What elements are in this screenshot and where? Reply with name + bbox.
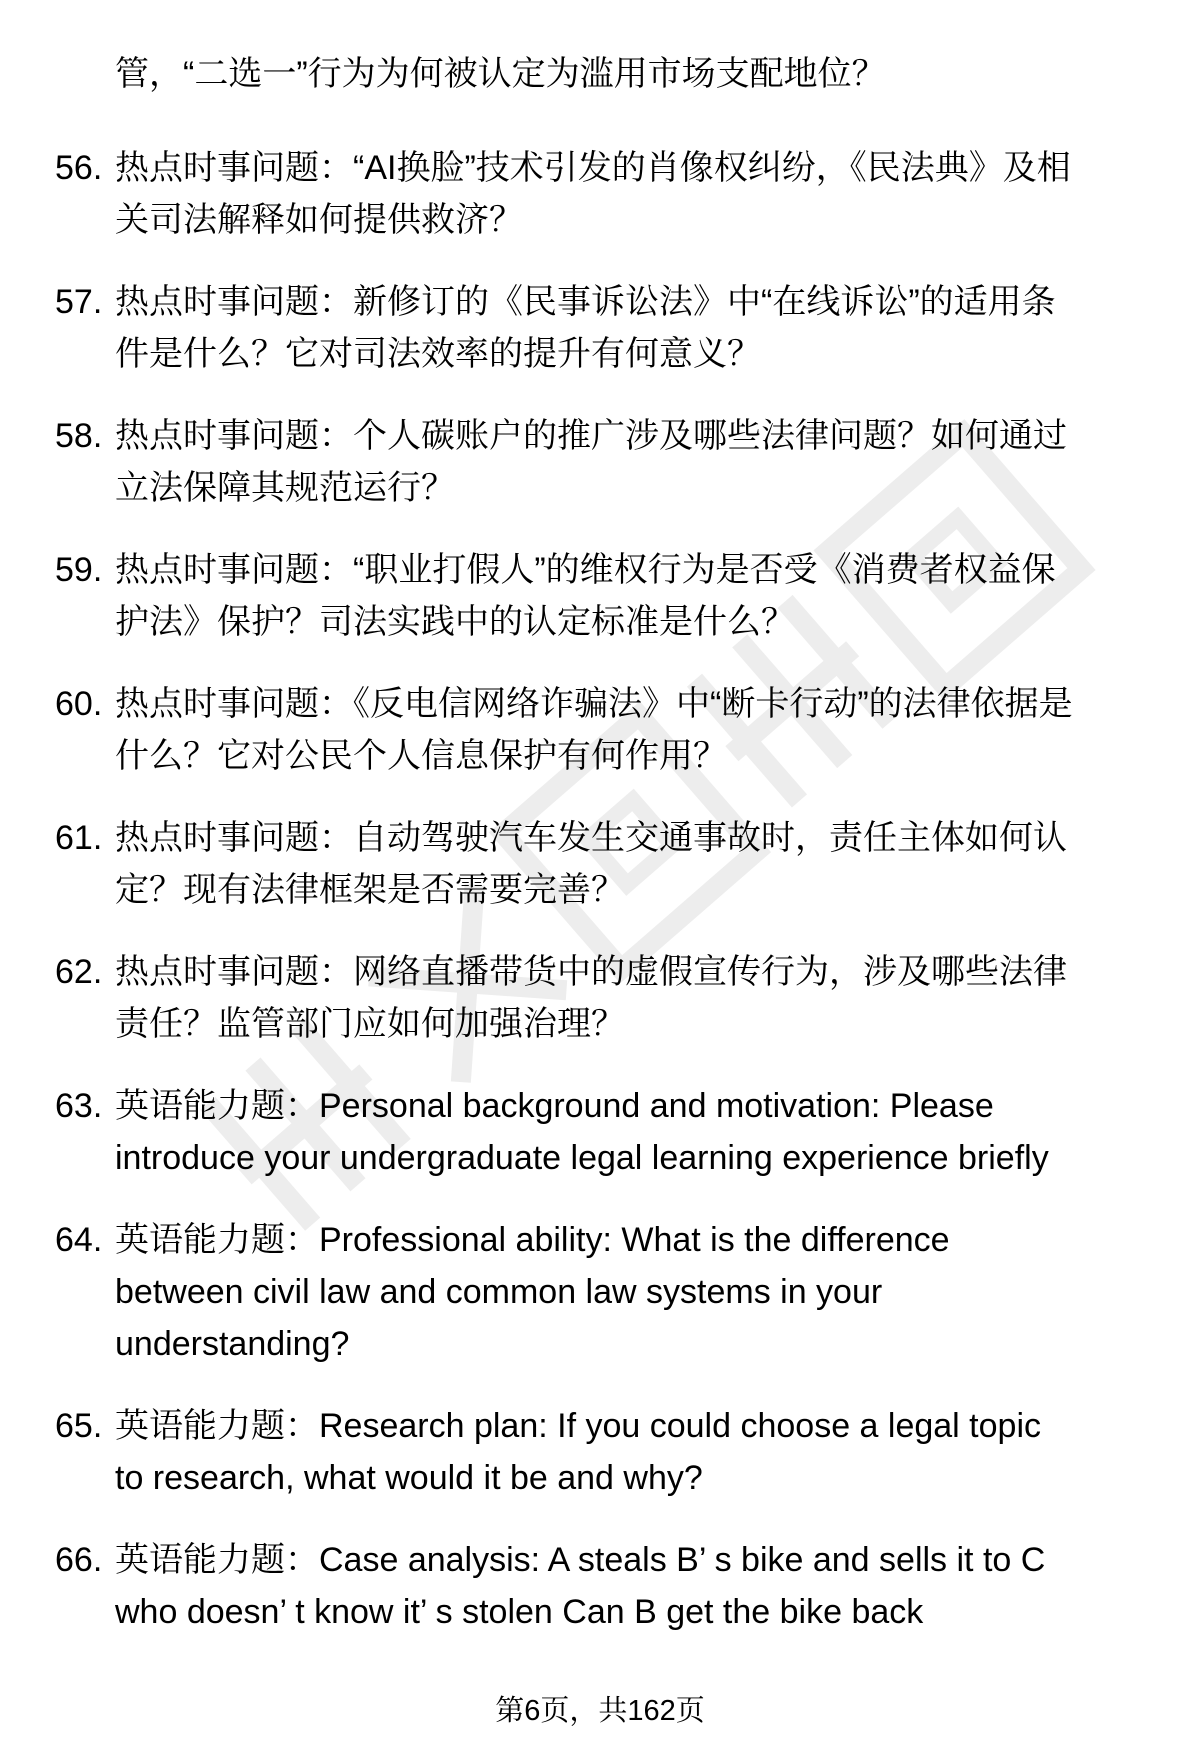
question-number: 62.	[55, 953, 103, 991]
question-number: 64.	[55, 1221, 103, 1259]
question-number: 57.	[55, 283, 103, 321]
question-item	[55, 544, 1115, 648]
question-item	[55, 1214, 1115, 1370]
question-text: 热点时事问题：“AI换脸”技术引发的肖像权纠纷，《民法典》及相关司法解释如何提供救济？	[115, 149, 1071, 239]
question-text: 英语能力题：Research plan: If you could choose a legal topic to research, what would it be and why?	[115, 1407, 1042, 1497]
question-text: 英语能力题：Case analysis: A steals B’ s bike and sells it to C who doesn’ t know it’ s stolen Can B get the bike back	[115, 1541, 1046, 1631]
question-text: 热点时事问题：个人碳账户的推广涉及哪些法律问题？如何通过立法保障其规范运行？	[115, 417, 1067, 507]
question-text: 热点时事问题：《反电信网络诈骗法》中“断卡行动”的法律依据是什么？它对公民个人信息保护有何作用？	[115, 685, 1073, 775]
question-item	[55, 410, 1115, 514]
question-number: 61.	[55, 819, 103, 857]
question-item	[55, 142, 1115, 246]
question-text: 热点时事问题：“职业打假人”的维权行为是否受《消费者权益保护法》保护？司法实践中的认定标准是什么？	[115, 551, 1056, 641]
question-number: 56.	[55, 149, 103, 187]
question-number: 59.	[55, 551, 103, 589]
question-number	[55, 48, 115, 100]
question-text: 热点时事问题：网络直播带货中的虚假宣传行为，涉及哪些法律责任？监管部门应如何加强治理？	[115, 953, 1067, 1043]
question-item	[55, 1534, 1115, 1638]
question-text: 英语能力题：Personal background and motivation: Please introduce your undergraduate legal learning experience briefly	[115, 1087, 1049, 1177]
question-number: 65.	[55, 1407, 103, 1445]
question-item	[55, 276, 1115, 380]
question-number: 66.	[55, 1541, 103, 1579]
question-item	[55, 812, 1115, 916]
question-text: 英语能力题：Professional ability: What is the difference between civil law and common law systems in your understanding?	[115, 1221, 950, 1363]
question-item	[55, 678, 1115, 782]
question-item	[55, 1400, 1115, 1504]
question-text: 热点时事问题：自动驾驶汽车发生交通事故时，责任主体如何认定？现有法律框架是否需要完善？	[115, 819, 1067, 909]
page-footer: 第6页，共162页	[495, 1695, 705, 1727]
question-number: 58.	[55, 417, 103, 455]
question-text: 热点时事问题：新修订的《民事诉讼法》中“在线诉讼”的适用条件是什么？它对司法效率的提升有何意义？	[115, 283, 1056, 373]
question-item	[55, 48, 1115, 100]
question-number: 60.	[55, 685, 103, 723]
question-text: 管，“二选一”行为为何被认定为滥用市场支配地位？	[115, 55, 886, 93]
question-item	[55, 1080, 1115, 1184]
question-item	[55, 946, 1115, 1050]
question-number: 63.	[55, 1087, 103, 1125]
